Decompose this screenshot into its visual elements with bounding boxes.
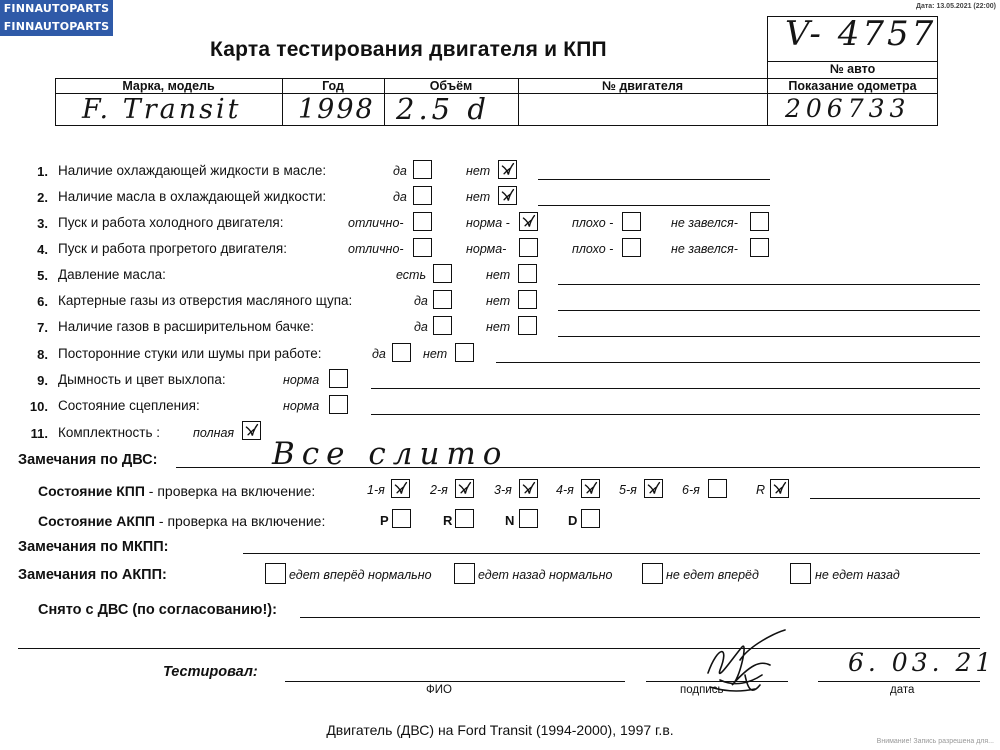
q4-not-started-label: не завелся- (671, 242, 738, 256)
check-mark-icon (456, 480, 473, 497)
check-mark-icon (499, 161, 516, 178)
q5-present-checkbox[interactable] (433, 264, 452, 283)
col-engine-no: № двигателя (601, 79, 684, 93)
check-mark-icon (392, 480, 409, 497)
question-text: Наличие масла в охлаждающей жидкости: (58, 189, 327, 204)
position-d-checkbox[interactable] (581, 509, 600, 528)
question-number: 5. (37, 268, 48, 283)
position-p-checkbox[interactable] (392, 509, 411, 528)
date-value: 6. 03. 21 (848, 648, 996, 677)
q1-yes-label: да (393, 164, 407, 178)
q4-norm-label: норма- (466, 242, 507, 256)
question-text: Комплектность : (58, 425, 161, 440)
akpp-no-back-checkbox[interactable] (790, 563, 811, 584)
check-mark-icon (582, 480, 599, 497)
q6-no-checkbox[interactable] (518, 290, 537, 309)
q8-no-label: нет (423, 347, 448, 361)
q9-norm-label: норма (283, 373, 320, 387)
position-r-checkbox[interactable] (455, 509, 474, 528)
q2-yes-label: да (393, 190, 407, 204)
q4-not-started-checkbox[interactable] (750, 238, 769, 257)
q3-not-started-checkbox[interactable] (750, 212, 769, 231)
question-number: 9. (37, 373, 48, 388)
q7-yes-checkbox[interactable] (433, 316, 452, 335)
question-number: 1. (37, 164, 48, 179)
check-mark-icon (499, 187, 516, 204)
gear-3-checkbox[interactable] (519, 479, 538, 498)
q6-yes-checkbox[interactable] (433, 290, 452, 309)
q4-bad-label: плохо - (572, 242, 614, 256)
model-value: F. Transit (82, 94, 242, 125)
watermark: Внимание! Запись разрешена для... (876, 738, 994, 745)
date-label: дата (890, 684, 915, 696)
position-n-label: N (505, 513, 515, 528)
question-text: Посторонние стуки или шумы при работе: (58, 346, 322, 361)
brand-logo-secondary: FINNAUTOPARTS (0, 18, 113, 36)
gear-3-label: 3-я (494, 483, 512, 497)
akpp-remarks-label: Замечания по АКПП: (18, 567, 167, 583)
odometer-value: 206733 (785, 94, 911, 123)
question-number: 6. (37, 294, 48, 309)
gear-5-checkbox[interactable] (644, 479, 663, 498)
tested-label: Тестировал: (163, 664, 258, 680)
check-mark-icon (520, 213, 537, 230)
q6-no-label: нет (486, 294, 511, 308)
col-model: Марка, модель (122, 79, 215, 93)
question-text: Картерные газы из отверстия масляного щупа: (58, 293, 353, 308)
q2-no-checkbox[interactable] (498, 186, 517, 205)
gear-r-label: R (756, 483, 766, 497)
print-date: Дата: 13.05.2021 (22:00) (915, 3, 996, 10)
akpp-forward-ok-checkbox[interactable] (265, 563, 286, 584)
question-number: 4. (37, 242, 48, 257)
fio-label: ФИО (426, 684, 452, 696)
q8-yes-checkbox[interactable] (392, 343, 411, 362)
q6-yes-label: да (414, 294, 428, 308)
gear-4-label: 4-я (556, 483, 574, 497)
check-mark-icon (520, 480, 537, 497)
question-number: 11. (30, 426, 48, 441)
position-n-checkbox[interactable] (519, 509, 538, 528)
q3-norm-label: норма - (466, 216, 510, 230)
check-mark-icon (771, 480, 788, 497)
q4-norm-checkbox[interactable] (519, 238, 538, 257)
col-odometer: Показание одометра (788, 79, 917, 93)
check-mark-icon (243, 422, 260, 439)
question-number: 8. (37, 347, 48, 362)
gear-5-label: 5-я (619, 483, 637, 497)
q5-present-label: есть (396, 268, 427, 282)
q10-norm-checkbox[interactable] (329, 395, 348, 414)
akpp-back-ok-label: едет назад нормально (478, 568, 613, 582)
q3-norm-checkbox[interactable] (519, 212, 538, 231)
akpp-no-forward-label: не едет вперёд (666, 568, 759, 582)
auto-gearbox-label-rest: - проверка на включение: (155, 513, 326, 529)
q5-no-checkbox[interactable] (518, 264, 537, 283)
position-r-label: R (443, 513, 453, 528)
gear-2-checkbox[interactable] (455, 479, 474, 498)
mkpp-remarks-label: Замечания по МКПП: (18, 539, 169, 555)
q3-excellent-checkbox[interactable] (413, 212, 432, 231)
check-mark-icon (645, 480, 662, 497)
question-number: 2. (37, 190, 48, 205)
q2-yes-checkbox[interactable] (413, 186, 432, 205)
q3-excellent-label: отлично- (348, 216, 404, 230)
col-volume: Объём (429, 79, 473, 93)
gear-1-checkbox[interactable] (391, 479, 410, 498)
car-number-label: № авто (829, 62, 876, 76)
engine-remarks-label: Замечания по ДВС: (18, 452, 158, 468)
gear-1-label: 1-я (367, 483, 385, 497)
q3-bad-label: плохо - (572, 216, 614, 230)
position-p-label: P (380, 513, 389, 528)
gear-6-checkbox[interactable] (708, 479, 727, 498)
col-year: Год (322, 79, 344, 93)
q8-no-checkbox[interactable] (455, 343, 474, 362)
year-value: 1998 (298, 94, 375, 125)
signature-image (690, 625, 790, 700)
question-text: Состояние сцепления: (58, 398, 200, 413)
q11-full-label: полная (193, 426, 235, 440)
footer-caption: Двигатель (ДВС) на Ford Transit (1994-2000), 1997 г.в. (326, 722, 674, 738)
q7-no-checkbox[interactable] (518, 316, 537, 335)
gear-r-checkbox[interactable] (770, 479, 789, 498)
akpp-back-ok-checkbox[interactable] (454, 563, 475, 584)
question-number: 3. (37, 216, 48, 231)
removed-label: Снято с ДВС (по согласованию!): (38, 602, 277, 618)
gear-6-label: 6-я (682, 483, 700, 497)
question-text: Наличие охлаждающей жидкости в масле: (58, 163, 327, 178)
q3-not-started-label: не завелся- (671, 216, 738, 230)
q7-yes-label: да (414, 320, 428, 334)
signature-label: подпись (680, 684, 724, 696)
akpp-no-back-label: не едет назад (815, 568, 900, 582)
q1-no-label: нет (466, 164, 491, 178)
q7-no-label: нет (486, 320, 511, 334)
auto-gearbox-label (38, 513, 325, 529)
form-title: Карта тестирования двигателя и КПП (210, 38, 607, 61)
q5-no-label: нет (486, 268, 511, 282)
gear-4-checkbox[interactable] (581, 479, 600, 498)
question-text: Давление масла: (58, 267, 166, 282)
q11-full-checkbox[interactable] (242, 421, 261, 440)
question-number: 7. (37, 320, 48, 335)
q4-excellent-checkbox[interactable] (413, 238, 432, 257)
question-text: Дымность и цвет выхлопа: (58, 372, 226, 387)
q3-bad-checkbox[interactable] (622, 212, 641, 231)
q8-yes-label: да (372, 347, 386, 361)
q4-bad-checkbox[interactable] (622, 238, 641, 257)
position-d-label: D (568, 513, 578, 528)
engine-remarks-value: Все слито (272, 436, 509, 472)
akpp-no-forward-checkbox[interactable] (642, 563, 663, 584)
gear-2-label: 2-я (430, 483, 448, 497)
question-text: Наличие газов в расширительном бачке: (58, 319, 315, 334)
manual-gearbox-label-bold: Состояние КПП (38, 483, 145, 499)
q9-norm-checkbox[interactable] (329, 369, 348, 388)
question-text: Пуск и работа холодного двигателя: (58, 215, 284, 230)
q4-excellent-label: отлично- (348, 242, 404, 256)
car-number-value: V- 4757 (785, 14, 937, 54)
auto-gearbox-label-bold: Состояние АКПП (38, 513, 155, 529)
brand-logo: FINNAUTOPARTS (0, 0, 113, 18)
q1-yes-checkbox[interactable] (413, 160, 432, 179)
volume-value: 2.5 d (396, 92, 490, 126)
question-number: 10. (29, 399, 48, 414)
q1-no-checkbox[interactable] (498, 160, 517, 179)
q2-no-label: нет (466, 190, 491, 204)
akpp-forward-ok-label: едет вперёд нормально (289, 568, 432, 582)
manual-gearbox-label (38, 483, 315, 499)
question-text: Пуск и работа прогретого двигателя: (58, 241, 287, 256)
manual-gearbox-label-rest: - проверка на включение: (144, 483, 316, 499)
q10-norm-label: норма (283, 399, 320, 413)
